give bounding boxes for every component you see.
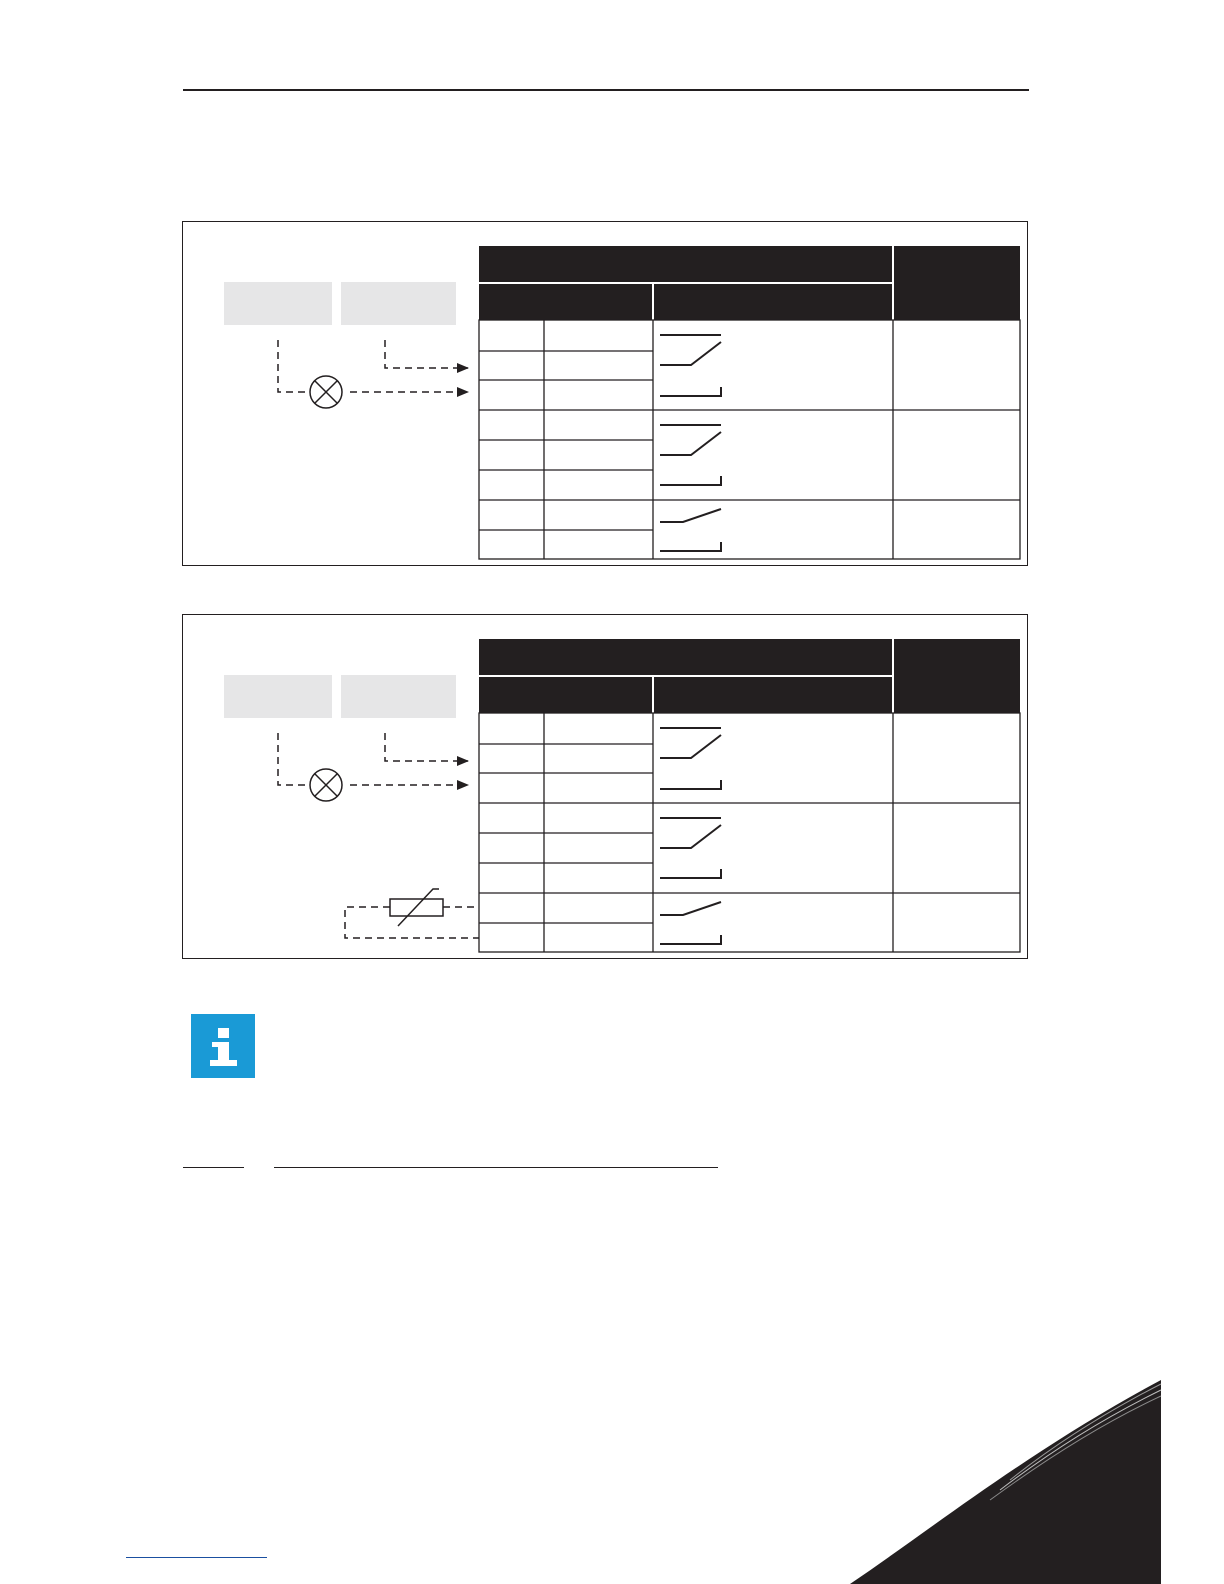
info-icon: [191, 1014, 255, 1078]
lamp-icon: [310, 769, 342, 801]
relay-contact-changeover-1: [660, 728, 721, 789]
relay-contact-changeover-2: [660, 818, 721, 878]
relay-wiring-figure-2: [182, 614, 1028, 959]
header-rule: [183, 89, 1029, 91]
table-subheader-terminal: [479, 677, 652, 713]
dashed-wiring: [278, 733, 479, 938]
relay-wiring-diagram-2: [183, 615, 1029, 960]
section-title-rule: [274, 1167, 718, 1168]
relay-wiring-figure-1: [182, 221, 1028, 566]
footer-link[interactable]: [126, 1557, 267, 1558]
table-header-main: [479, 246, 892, 282]
relay-table-grid: [479, 713, 1020, 952]
thermistor-icon: [390, 889, 443, 926]
table-header-right: [894, 246, 1020, 320]
device-box-left: [224, 282, 332, 325]
section-number-rule: [183, 1167, 244, 1168]
table-header-right: [894, 639, 1020, 713]
relay-table-grid: [479, 320, 1020, 559]
relay-contact-changeover-1: [660, 335, 721, 396]
relay-contact-changeover-2: [660, 425, 721, 485]
device-box-right: [341, 282, 456, 325]
table-subheader-terminal: [479, 284, 652, 320]
device-box-right: [341, 675, 456, 718]
relay-wiring-diagram-1: [183, 222, 1029, 567]
brand-swoosh-logo: [850, 1380, 1162, 1584]
table-subheader-signal: [654, 284, 892, 320]
dashed-wiring: [278, 340, 468, 392]
table-subheader-signal: [654, 677, 892, 713]
device-box-left: [224, 675, 332, 718]
lamp-icon: [310, 376, 342, 408]
relay-contact-normally-open: [660, 509, 721, 551]
relay-contact-normally-open: [660, 902, 721, 944]
table-header-main: [479, 639, 892, 675]
